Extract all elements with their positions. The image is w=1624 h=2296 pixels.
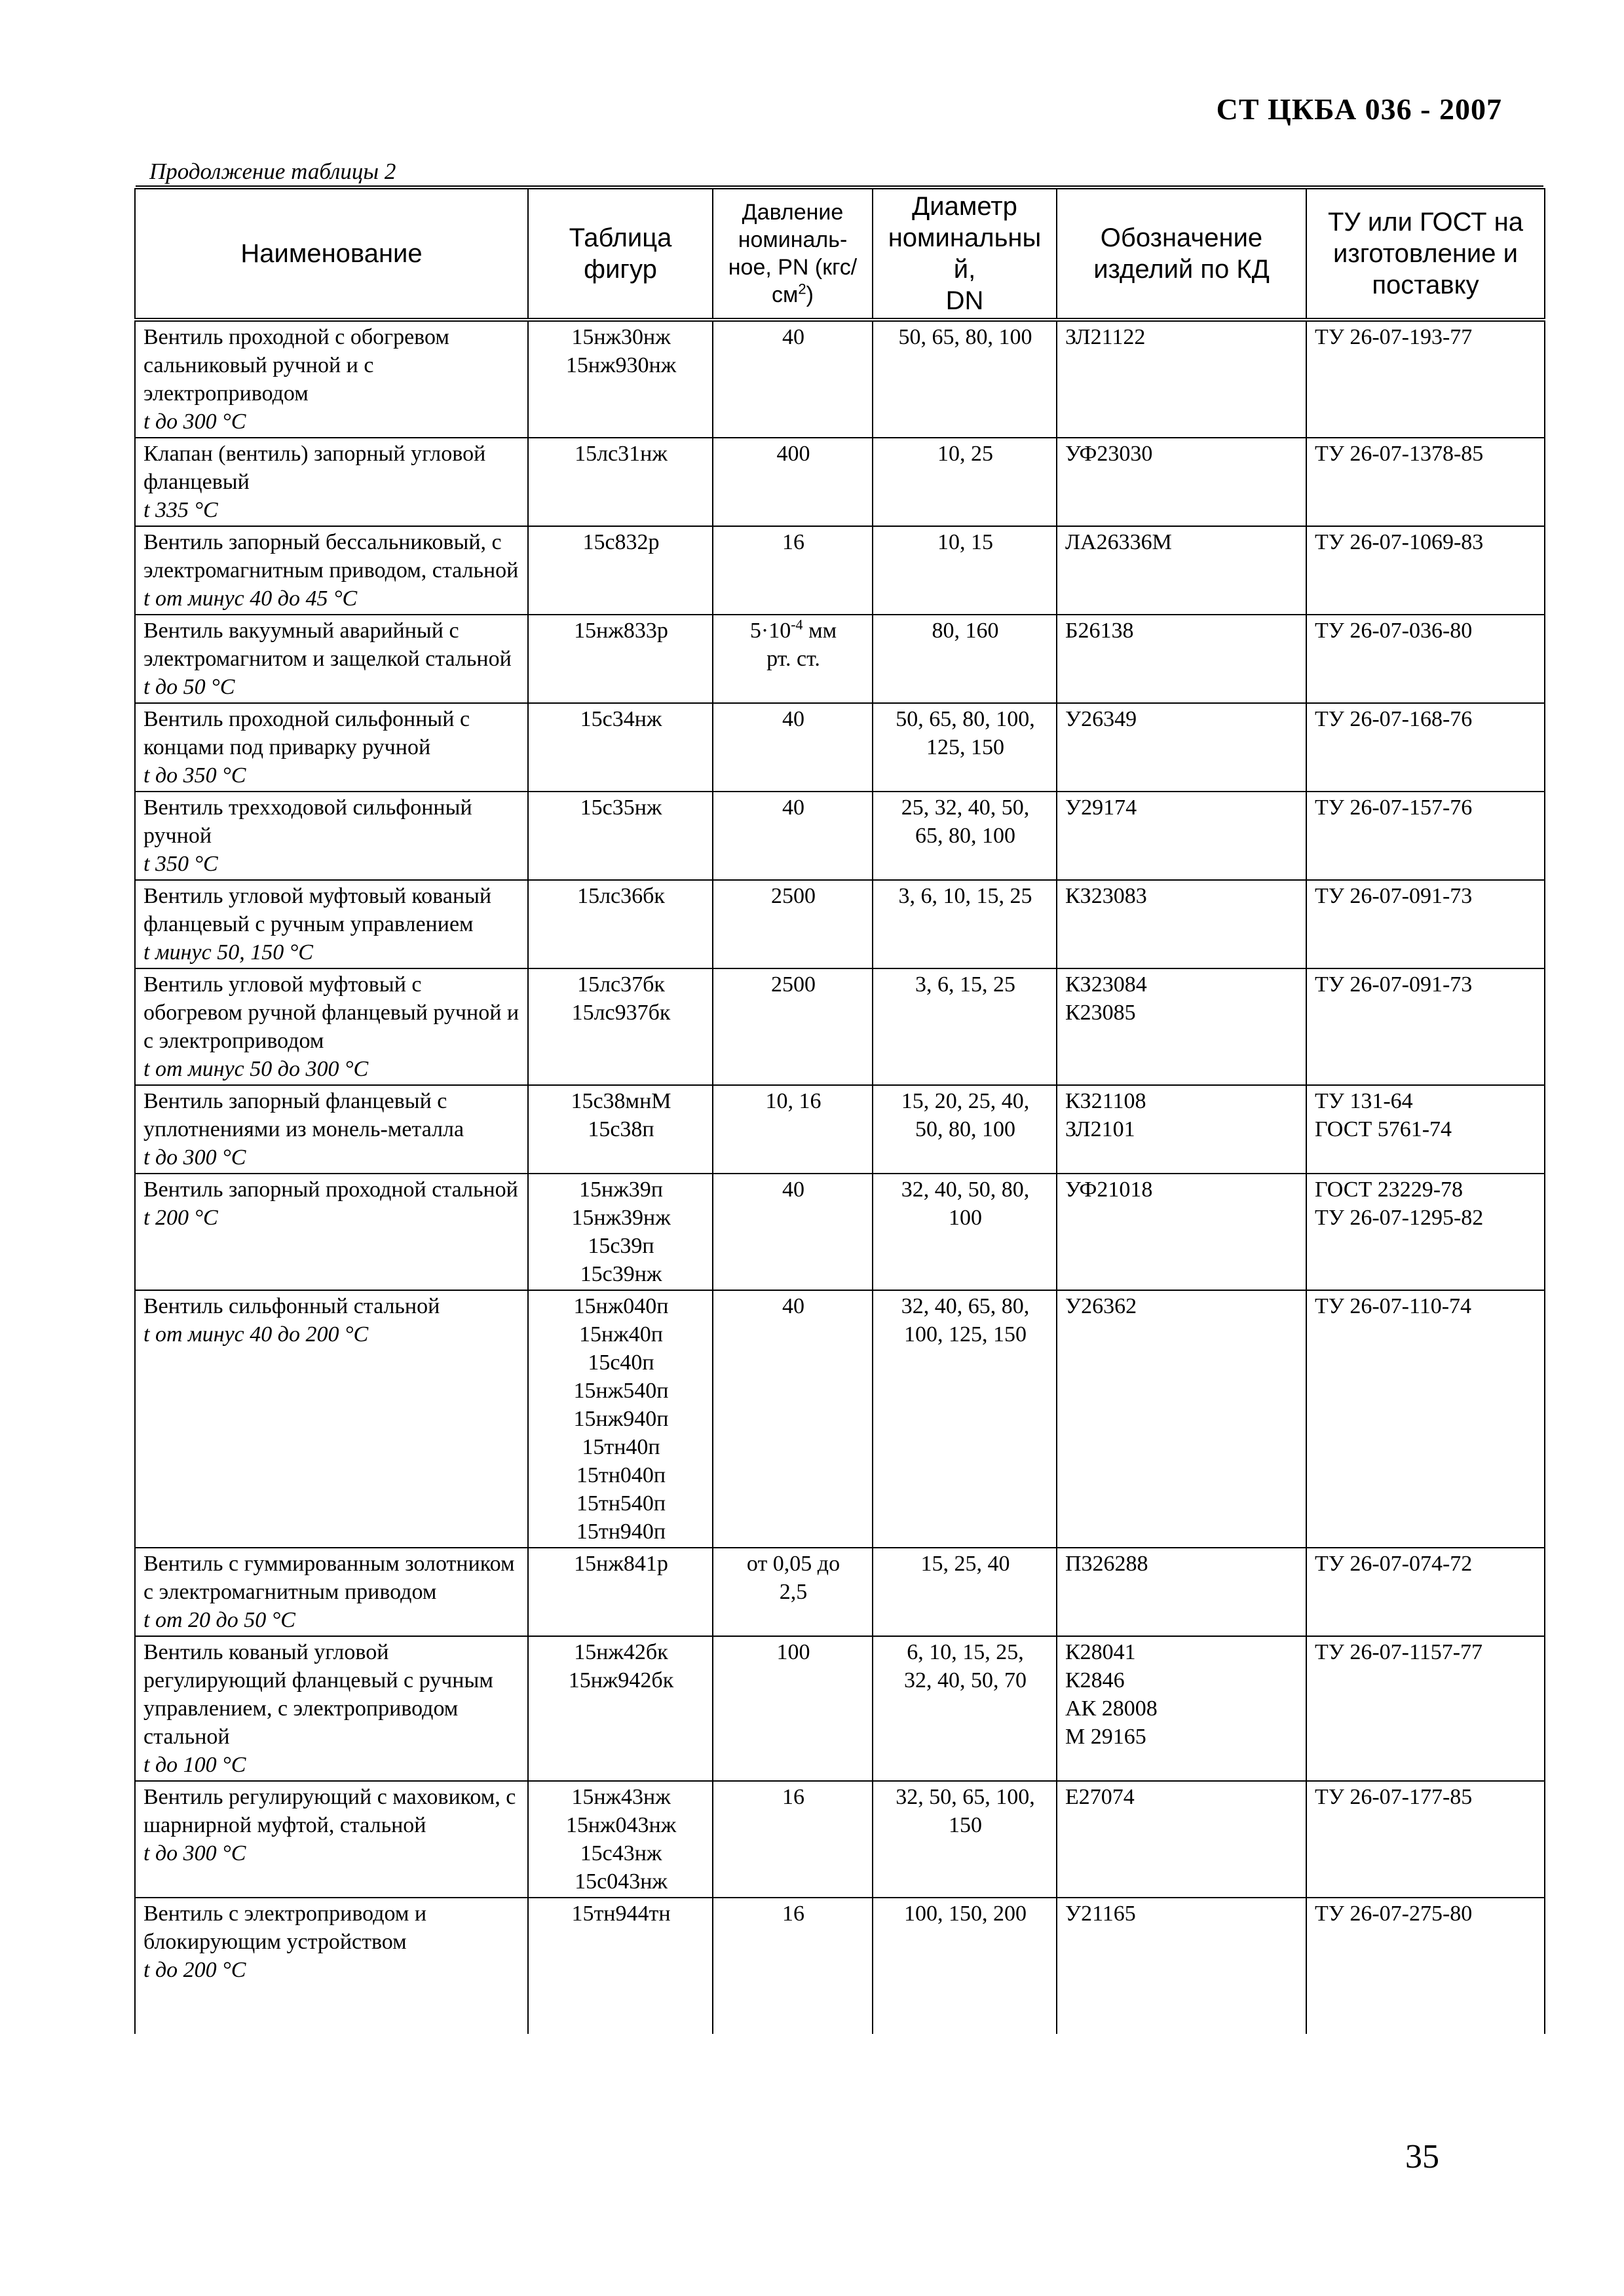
cell-standard: ТУ 26-07-091-73 bbox=[1306, 880, 1545, 968]
valve-name: Вентиль регулирующий с маховиком, с шарнирной муфтой, стальной bbox=[143, 1785, 516, 1837]
cell-name bbox=[135, 792, 528, 880]
cell-designation: У26349 bbox=[1057, 703, 1306, 792]
cell-diameter: 50, 65, 80, 100 bbox=[873, 320, 1057, 438]
valve-temperature: t 350 °С bbox=[143, 852, 218, 876]
cell-name bbox=[135, 1781, 528, 1898]
cell-name bbox=[135, 1548, 528, 1636]
cell-figures: 15с34нж bbox=[528, 703, 713, 792]
valve-name: Вентиль трехходовой сильфонный ручной bbox=[143, 795, 472, 848]
cell-name bbox=[135, 526, 528, 615]
table-row bbox=[135, 526, 1545, 615]
cell-figures: 15нж833р bbox=[528, 615, 713, 703]
cell-name bbox=[135, 615, 528, 703]
valve-temperature: t 200 °С bbox=[143, 1206, 218, 1230]
document-code: СТ ЦКБА 036 - 2007 bbox=[1216, 92, 1502, 126]
cell-pressure: 100 bbox=[713, 1636, 873, 1781]
cell-designation: К28041 К2846 АК 28008 М 29165 bbox=[1057, 1636, 1306, 1781]
header-diameter-text: Диаметр номинальны й, bbox=[888, 192, 1042, 284]
cell-diameter: 32, 40, 65, 80, 100, 125, 150 bbox=[873, 1290, 1057, 1548]
header-diameter-dn: DN bbox=[945, 286, 984, 315]
table-row bbox=[135, 703, 1545, 792]
table-row bbox=[135, 438, 1545, 526]
valve-temperature: t до 100 °С bbox=[143, 1753, 246, 1777]
cell-diameter: 100, 150, 200 bbox=[873, 1898, 1057, 1985]
cell-designation: УФ23030 bbox=[1057, 438, 1306, 526]
table-row bbox=[135, 792, 1545, 880]
valve-temperature: t до 300 °С bbox=[143, 1841, 246, 1866]
cell-pressure: 16 bbox=[713, 1781, 873, 1898]
cell-standard: ГОСТ 23229-78 ТУ 26-07-1295-82 bbox=[1306, 1174, 1545, 1290]
header-pressure bbox=[713, 189, 873, 320]
header-name: Наименование bbox=[135, 189, 528, 320]
cell-pressure: 10, 16 bbox=[713, 1085, 873, 1174]
cell-figures: 15нж040п 15нж40п 15с40п 15нж540п 15нж940п 15тн40п 15тн040п 15тн540п 15тн940п bbox=[528, 1290, 713, 1548]
pressure-exponent: -4 bbox=[791, 616, 803, 633]
table-row bbox=[135, 615, 1545, 703]
cell-standard: ТУ 26-07-168-76 bbox=[1306, 703, 1545, 792]
table-row bbox=[135, 1174, 1545, 1290]
cell-figures: 15с35нж bbox=[528, 792, 713, 880]
cell-name bbox=[135, 1290, 528, 1548]
cell-designation: У26362 bbox=[1057, 1290, 1306, 1548]
valve-temperature: t до 200 °С bbox=[143, 1958, 246, 1982]
valve-name: Вентиль угловой муфтовый кованый фланцевый с ручным управлением bbox=[143, 884, 492, 936]
cell-figures: 15с38мнМ 15с38п bbox=[528, 1085, 713, 1174]
cell-designation: КЗ23084 К23085 bbox=[1057, 968, 1306, 1085]
cell-pressure: 40 bbox=[713, 1174, 873, 1290]
table-row bbox=[135, 1085, 1545, 1174]
cell-diameter: 6, 10, 15, 25, 32, 40, 50, 70 bbox=[873, 1636, 1057, 1781]
valve-temperature: t от минус 50 до 300 °С bbox=[143, 1057, 369, 1081]
valve-name: Вентиль с гуммированным золотником с электромагнитным приводом bbox=[143, 1552, 515, 1604]
cell-standard: ТУ 26-07-074-72 bbox=[1306, 1548, 1545, 1636]
pressure-unit: мм рт. ст. bbox=[766, 619, 837, 671]
cell-pressure: 2500 bbox=[713, 968, 873, 1085]
empty-cell bbox=[713, 1985, 873, 2034]
cell-standard: ТУ 26-07-275-80 bbox=[1306, 1898, 1545, 1985]
cell-pressure: 16 bbox=[713, 1898, 873, 1985]
valve-name: Вентиль сильфонный стальной bbox=[143, 1294, 440, 1318]
cell-name bbox=[135, 880, 528, 968]
header-designation: Обозначение изделий по КД bbox=[1057, 189, 1306, 320]
empty-cell bbox=[1306, 1985, 1545, 2034]
cell-pressure: от 0,05 до 2,5 bbox=[713, 1548, 873, 1636]
valve-name: Вентиль проходной с обогревом сальниковый ручной и с электроприводом bbox=[143, 325, 449, 406]
cell-designation: У29174 bbox=[1057, 792, 1306, 880]
cell-designation: ЛА26336М bbox=[1057, 526, 1306, 615]
cell-diameter: 32, 50, 65, 100, 150 bbox=[873, 1781, 1057, 1898]
empty-cell bbox=[1057, 1985, 1306, 2034]
cell-designation: КЗ23083 bbox=[1057, 880, 1306, 968]
cell-designation: КЗ21108 ЗЛ2101 bbox=[1057, 1085, 1306, 1174]
valve-temperature: t от минус 40 до 200 °С bbox=[143, 1322, 369, 1347]
valve-name: Вентиль запорный фланцевый с уплотнениями из монель-металла bbox=[143, 1089, 464, 1141]
cell-diameter: 50, 65, 80, 100, 125, 150 bbox=[873, 703, 1057, 792]
table-row bbox=[135, 1898, 1545, 1985]
cell-pressure bbox=[713, 615, 873, 703]
empty-cell bbox=[873, 1985, 1057, 2034]
valve-name: Вентиль запорный бессальниковый, с электромагнитным приводом, стальной bbox=[143, 530, 519, 583]
table-body bbox=[135, 320, 1545, 2034]
cell-standard: ТУ 26-07-110-74 bbox=[1306, 1290, 1545, 1548]
table-row bbox=[135, 1290, 1545, 1548]
table-continuation-space bbox=[135, 1985, 1545, 2034]
empty-cell bbox=[528, 1985, 713, 2034]
valve-name: Вентиль вакуумный аварийный с электромагнитом и защелкой стальной bbox=[143, 619, 512, 671]
valve-temperature: t от минус 40 до 45 °С bbox=[143, 586, 358, 611]
cell-diameter: 32, 40, 50, 80, 100 bbox=[873, 1174, 1057, 1290]
cell-standard: ТУ 26-07-036-80 bbox=[1306, 615, 1545, 703]
valve-name: Клапан (вентиль) запорный угловой фланцевый bbox=[143, 442, 486, 494]
valve-temperature: t от 20 до 50 °С bbox=[143, 1608, 295, 1632]
cell-designation: Е27074 bbox=[1057, 1781, 1306, 1898]
table-row bbox=[135, 880, 1545, 968]
valve-name: Вентиль угловой муфтовый с обогревом ручной фланцевый ручной и с электроприводом bbox=[143, 972, 519, 1053]
cell-name bbox=[135, 320, 528, 438]
valve-name: Вентиль проходной сильфонный с концами под приварку ручной bbox=[143, 707, 470, 759]
table-row bbox=[135, 320, 1545, 438]
cell-diameter: 80, 160 bbox=[873, 615, 1057, 703]
cell-designation: У21165 bbox=[1057, 1898, 1306, 1985]
cell-standard: ТУ 26-07-157-76 bbox=[1306, 792, 1545, 880]
valve-temperature: t до 350 °С bbox=[143, 763, 246, 788]
cell-figures: 15нж39п 15нж39нж 15с39п 15с39нж bbox=[528, 1174, 713, 1290]
cell-figures: 15лс36бк bbox=[528, 880, 713, 968]
cell-figures: 15лс31нж bbox=[528, 438, 713, 526]
cell-pressure: 40 bbox=[713, 792, 873, 880]
cell-standard: ТУ 26-07-1157-77 bbox=[1306, 1636, 1545, 1781]
cell-name bbox=[135, 438, 528, 526]
valve-name: Вентиль кованый угловой регулирующий фланцевый с ручным управлением, с электроприводом стальной bbox=[143, 1640, 493, 1749]
table-row bbox=[135, 1548, 1545, 1636]
cell-pressure: 16 bbox=[713, 526, 873, 615]
table-row bbox=[135, 968, 1545, 1085]
valve-temperature: t минус 50, 150 °С bbox=[143, 940, 313, 965]
cell-standard: ТУ 26-07-1378-85 bbox=[1306, 438, 1545, 526]
cell-pressure: 40 bbox=[713, 320, 873, 438]
cell-standard: ТУ 26-07-091-73 bbox=[1306, 968, 1545, 1085]
cell-name bbox=[135, 1898, 528, 1985]
cell-pressure: 2500 bbox=[713, 880, 873, 968]
header-pressure-sup: 2 bbox=[798, 280, 806, 297]
page-number: 35 bbox=[1405, 2138, 1439, 2175]
empty-cell bbox=[135, 1985, 528, 2034]
cell-diameter: 3, 6, 15, 25 bbox=[873, 968, 1057, 1085]
cell-pressure: 400 bbox=[713, 438, 873, 526]
valve-spec-table bbox=[134, 188, 1545, 2034]
header-pressure-tail: ) bbox=[806, 282, 814, 307]
cell-designation: Б26138 bbox=[1057, 615, 1306, 703]
valve-temperature: t до 300 °С bbox=[143, 1145, 246, 1170]
cell-standard: ТУ 26-07-193-77 bbox=[1306, 320, 1545, 438]
cell-figures: 15тн944тн bbox=[528, 1898, 713, 1985]
cell-name bbox=[135, 968, 528, 1085]
header-figure-table: Таблица фигур bbox=[528, 189, 713, 320]
table-row bbox=[135, 1781, 1545, 1898]
cell-standard: ТУ 26-07-1069-83 bbox=[1306, 526, 1545, 615]
cell-name bbox=[135, 1174, 528, 1290]
caption-rule bbox=[136, 185, 1543, 187]
cell-name bbox=[135, 1085, 528, 1174]
cell-standard: ТУ 131-64 ГОСТ 5761-74 bbox=[1306, 1085, 1545, 1174]
cell-designation: ЗЛ21122 bbox=[1057, 320, 1306, 438]
cell-designation: УФ21018 bbox=[1057, 1174, 1306, 1290]
header-standard: ТУ или ГОСТ на изготовление и поставку bbox=[1306, 189, 1545, 320]
cell-name bbox=[135, 1636, 528, 1781]
cell-figures: 15нж841р bbox=[528, 1548, 713, 1636]
cell-diameter: 10, 25 bbox=[873, 438, 1057, 526]
valve-temperature: t до 300 °С bbox=[143, 410, 246, 434]
cell-diameter: 25, 32, 40, 50, 65, 80, 100 bbox=[873, 792, 1057, 880]
header-pressure-text: Давление номиналь-ное, PN (кгс/см bbox=[728, 200, 858, 307]
cell-figures: 15нж42бк 15нж942бк bbox=[528, 1636, 713, 1781]
cell-diameter: 15, 20, 25, 40, 50, 80, 100 bbox=[873, 1085, 1057, 1174]
cell-standard: ТУ 26-07-177-85 bbox=[1306, 1781, 1545, 1898]
cell-figures: 15нж43нж 15нж043нж 15с43нж 15с043нж bbox=[528, 1781, 713, 1898]
cell-diameter: 3, 6, 10, 15, 25 bbox=[873, 880, 1057, 968]
valve-name: Вентиль запорный проходной стальной bbox=[143, 1177, 518, 1202]
cell-diameter: 10, 15 bbox=[873, 526, 1057, 615]
valve-temperature: t до 50 °С bbox=[143, 675, 235, 699]
cell-name bbox=[135, 703, 528, 792]
cell-figures: 15нж30нж 15нж930нж bbox=[528, 320, 713, 438]
cell-pressure: 40 bbox=[713, 1290, 873, 1548]
table-header-row bbox=[135, 189, 1545, 320]
cell-figures: 15лс37бк 15лс937бк bbox=[528, 968, 713, 1085]
table-continuation-caption: Продолжение таблицы 2 bbox=[149, 159, 396, 184]
pressure-base: 5·10 bbox=[749, 619, 791, 643]
header-diameter bbox=[873, 189, 1057, 320]
cell-pressure: 40 bbox=[713, 703, 873, 792]
cell-designation: П326288 bbox=[1057, 1548, 1306, 1636]
cell-figures: 15с832р bbox=[528, 526, 713, 615]
table-row bbox=[135, 1636, 1545, 1781]
valve-temperature: t 335 °С bbox=[143, 498, 218, 522]
valve-name: Вентиль с электроприводом и блокирующим устройством bbox=[143, 1902, 427, 1954]
cell-diameter: 15, 25, 40 bbox=[873, 1548, 1057, 1636]
